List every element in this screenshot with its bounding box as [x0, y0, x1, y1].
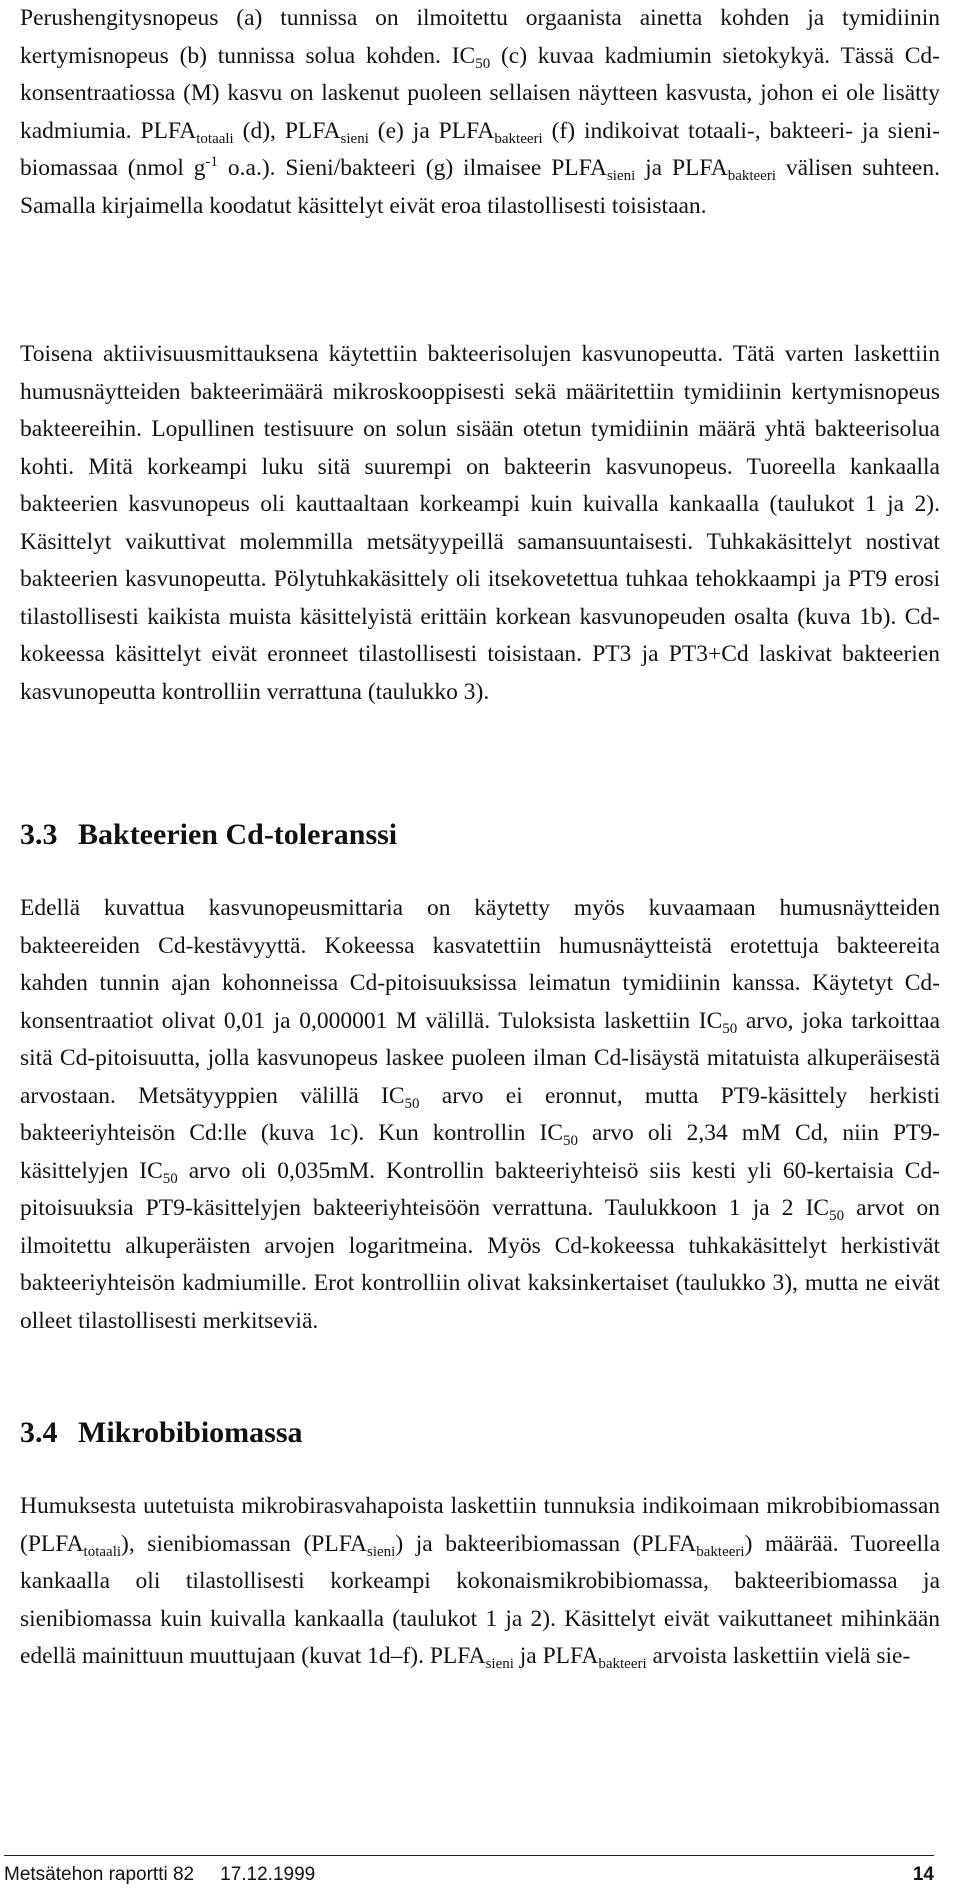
footer-report-title: Metsätehon raportti 82 [4, 1864, 195, 1885]
footer-left [4, 1864, 315, 1886]
page-number: 14 [912, 1864, 934, 1885]
text-segment: (d), PLFA [233, 117, 341, 144]
section-number: 3.3 [20, 818, 58, 851]
text-segment: Perushengitysnopeus (a) tunnissa on ilmoitettu orgaanista ainetta kohden ja tymidiinin kertymisnopeus (b) tunnissa solua kohden. IC [20, 5, 940, 69]
text-segment: (e) ja PLFA [368, 117, 495, 144]
subscript: sieni [340, 130, 369, 147]
text-segment: välisen suhteen. Samalla kirjaimella koodatut käsittelyt eivät eroa tilastollisesti toisistaan. [20, 155, 940, 219]
page-footer [4, 1855, 934, 1894]
subscript: bakteeri [727, 168, 777, 184]
subscript: sieni [606, 168, 636, 184]
subscript: 50 [563, 1133, 579, 1149]
subscript: 50 [162, 1170, 178, 1187]
text-segment: (c) kuvaa kadmiumin sietokykyä. Tässä Cd-konsentraatiossa (M) kasvu on laskenut puoleen sellaisen näytteen kasvusta, johon ei ole lisätty kadmiumia. PLFA [20, 42, 941, 144]
text-segment: arvo, joka tarkoittaa sitä Cd-pitoisuutta, jolla kasvunopeus laskee puoleen ilman Cd-lisäystä mitatuista alkuperäisestä arvostaan. Metsätyyppien välillä IC [20, 1007, 940, 1109]
subscript: 50 [475, 55, 491, 72]
footer-date: 17.12.1999 [220, 1864, 316, 1885]
text-segment: ) ja bakteeribiomassan (PLFA [395, 1530, 697, 1557]
text-segment: arvot on ilmoitettu alkuperäisten arvojen logaritmeina. Myös Cd-kokeessa tuhkakäsittelyt herkistivät bakteeriyhteisön kadmiumille. Erot kontrolliin olivat kaksinkertaiset (taulukko 3), mutta ne eivät olleet tilastollisesti merkitseviä. [20, 1195, 940, 1334]
section-number: 3.4 [20, 1416, 58, 1449]
text-segment: arvo oli 0,035mM. Kontrollin bakteeriyhteisö siis kesti yli 60-kertaisia Cd-pitoisuuksia PT9-käsittelyjen bakteeriyhteisöön verrattuna. Taulukkoon 1 ja 2 IC [20, 1157, 940, 1221]
paragraph-growth-rate: Toisena aktiivisuusmittauksena käytettiin bakteerisolujen kasvunopeutta. Tätä varten laskettiin humusnäytteiden bakteerimäärä mikroskooppisesti sekä määritettiin tymidiinin kertymisnopeus bakteereihin. Lopullinen testisuure on solun sisään otetun tymidiinin määrä yhtä bakteerisolua kohti. Mitä korkeampi luku sitä suurempi on bakteerin kasvunopeus. Tuoreella kankaalla bakteerien kasvunopeus oli kauttaaltaan korkeampi kuin kuivalla kankaalla (taulukot 1 ja 2). Käsittelyt vaikuttivat molemmilla metsätyypeillä samansuuntaisesti. Tuhkakäsittelyt nostivat bakteerien kasvunopeutta. Pölytuhkakäsittely oli itsekovetettua tuhkaa tehokkaampi ja PT9 erosi tilastollisesti kaikista muista käsittelyistä erittäin korkean kasvunopeuden osalta (kuva 1b). Cd-kokeessa käsittelyt eivät eronneet tilastollisesti toisistaan. PT3 ja PT3+Cd laskivat bakteerien kasvunopeutta kontrolliin verrattuna (taulukko 3). [20, 341, 940, 705]
section-title: Bakteerien Cd-toleranssi [78, 818, 398, 851]
text-segment: ja PLFA [513, 1643, 599, 1669]
paragraph-microbial-biomass [20, 1488, 940, 1676]
text-segment: arvo ei eronnut, mutta PT9-käsittely herkisti bakteeriyhteisön Cd:lle (kuva 1c). Kun kontrollin IC [20, 1082, 940, 1146]
section-heading-cd-tolerance [20, 818, 397, 852]
text-segment: ), sienibiomassan (PLFA [121, 1530, 368, 1557]
subscript: totaali [83, 1543, 122, 1560]
text-segment: ja PLFA [635, 155, 728, 181]
section-title: Mikrobibiomassa [78, 1416, 303, 1449]
subscript: 50 [722, 1020, 738, 1037]
text-segment: arvoista laskettiin vielä sie- [646, 1643, 911, 1669]
subscript: 50 [404, 1095, 420, 1112]
subscript: bakteeri [696, 1543, 745, 1560]
subscript: bakteeri [494, 130, 543, 147]
text-segment: Edellä kuvattua kasvunopeusmittaria on käytetty myös kuvaamaan humusnäytteiden bakteereiden Cd-kestävyyttä. Kokeessa kasvatettiin humusnäytteistä erotettuja bakteereita kahden tunnin ajan kohonneissa Cd-pitoisuuksissa leimatun tymidiinin kanssa. Käytetyt Cd-konsentraatiot olivat 0,01 ja 0,000001 M välillä. Tuloksista laskettiin IC [20, 895, 940, 1034]
subscript: bakteeri [598, 1656, 647, 1672]
paragraph-figure-caption-continuation [20, 0, 940, 225]
superscript: -1 [205, 154, 219, 170]
paragraph-cd-tolerance [20, 890, 940, 1340]
subscript: sieni [485, 1656, 514, 1672]
text-segment: ) määrää. Tuoreella kankaalla oli tilastollisesti korkeampi kokonaismikrobibiomassa, bakteeribiomassa ja sienibiomassa kuin kuivalla kankaalla (taulukot 1 ja 2). Käsittelyt eivät vaikuttaneet mihinkään edellä mainittuun muuttujaan (kuvat 1d–f). PLFA [20, 1530, 941, 1669]
text-segment: arvo oli 2,34 mM Cd, niin PT9-käsittelyjen IC [20, 1120, 940, 1184]
text-segment: Humuksesta uutetuista mikrobirasvahapoista laskettiin tunnuksia indikoimaan mikrobibiomassan (PLFA [20, 1493, 940, 1557]
subscript: totaali [196, 130, 234, 147]
text-segment: o.a.). Sieni/bakteeri (g) ilmaisee PLFA [218, 155, 607, 181]
subscript: 50 [829, 1208, 845, 1224]
text-segment: (f) indikoivat totaali-, bakteeri- ja sieni-biomassaa (nmol g [20, 117, 940, 181]
subscript: sieni [367, 1543, 396, 1560]
section-heading-microbial-biomass [20, 1416, 303, 1450]
